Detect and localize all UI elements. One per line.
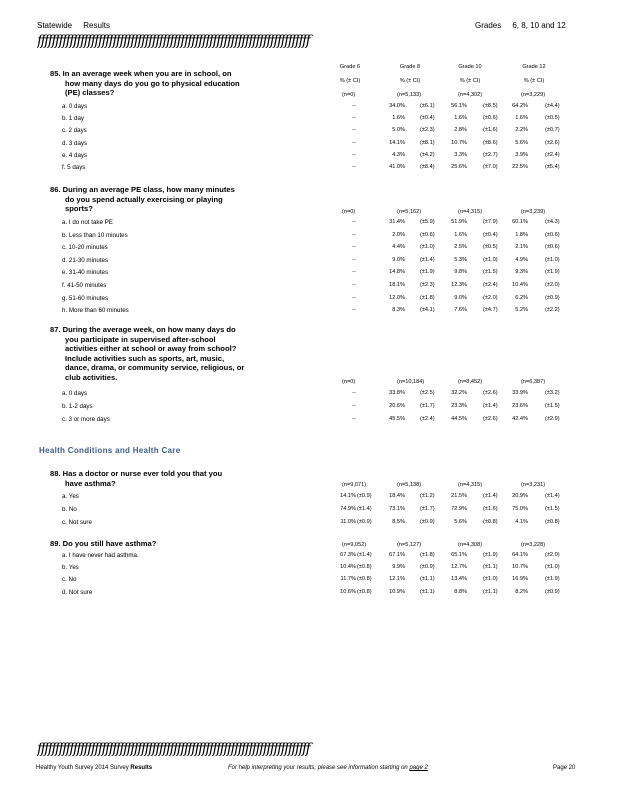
q89-option-label: c. No [62,576,77,584]
q85-n-grade10: (n=4,302) [458,92,483,98]
q89-value-grade10: 8.8% [454,588,467,595]
q87-ci-grade12: (±2.9) [545,415,560,422]
q86-value-grade12: 9.3% [515,269,528,276]
q86-ci-grade12: (±1.9) [545,269,560,276]
q89-n-grade10: (n=4,308) [458,542,483,548]
q88-ci-grade12: (±0.8) [545,518,560,525]
q86-option-label: e. 31-40 minutes [62,269,109,277]
q86-value-grade10: 7.6% [454,307,467,314]
q89-value-grade6: 67.3% [340,552,356,558]
q87-question-title [50,325,250,383]
q87-value-grade10: 32.2% [451,390,467,396]
q88-value-grade6: 11.0% [340,518,356,525]
q86-value-grade6: -- [352,269,356,276]
q87-value-grade10: 23.3% [451,402,467,409]
q87-value-grade10: 44.5% [451,415,467,422]
q88-n-grade12: (n=3,231) [521,482,546,488]
q88-title-line1: 88. Has a doctor or nurse ever told you that you [50,469,223,478]
q88-value-grade12: 75.0% [512,505,528,512]
q87-value-grade12: 42.4% [512,415,528,422]
q85-ci-grade8: (±0.4) [420,115,435,122]
q89-ci-grade8: (±1.1) [420,576,435,583]
q85-option-label: f. 5 days [62,164,86,171]
q89-ci-grade8: (±0.9) [420,564,435,571]
q89-ci-grade10: (±1.1) [483,588,498,595]
q86-ci-grade12: (±2.2) [545,307,560,314]
col-header-grade6: Grade 6 % (± CI) [339,64,361,84]
q88-ci-grade12: (±1.5) [545,505,560,512]
q88-value-grade12: 4.1% [515,518,528,525]
q86-ci-grade8: (±0.6) [420,231,435,238]
q85-value-grade12: 3.9% [515,151,528,158]
q87-ci-grade8: (±2.5) [420,390,435,396]
q86-value-grade8: 8.3% [392,307,405,314]
q85-ci-grade8: (±8.1) [420,139,435,146]
q86-title-rest: do you spend actually exercising or playing sports? [65,194,223,214]
q85-ci-grade10: (±7.0) [483,164,498,170]
q86-value-grade10: 9.8% [454,269,467,276]
q86-value-grade10: 1.6% [454,231,467,238]
q86-value-grade6: -- [352,219,356,225]
q86-option-label: d. 21-30 minutes [62,256,109,264]
q87-n-grade12: (n=6,387) [521,379,546,385]
q87-value-grade8: 45.5% [389,415,405,422]
q87-title-line1: 87. During the average week, on how many days do [50,325,236,334]
col-header-grade12: Grade 12 % (± CI) [522,64,546,84]
q87-ci-grade10: (±2.6) [483,415,498,422]
q88-ci-grade10: (±1.4) [483,493,498,499]
q88-value-grade8: 8.5% [392,518,405,525]
q89-ci-grade12: (±1.0) [545,564,560,571]
q87-n-grade6: (n=0) [342,379,356,385]
q86-value-grade10: 9.0% [454,294,467,301]
q86-value-grade6: -- [352,256,356,263]
q89-value-grade6: 10.4% [340,564,356,571]
q86-ci-grade8: (±1.9) [420,269,435,276]
q85-ci-grade8: (±6.1) [420,103,435,109]
q85-option-label: a. 0 days [62,103,88,110]
q87-n-grade8: (n=10,184) [397,379,425,385]
q89-value-grade10: 12.7% [451,564,467,571]
q88-option-label: c. Not sure [62,518,92,526]
footer-left: Healthy Youth Survey 2014 Survey Results [36,765,153,771]
header-right [475,21,566,30]
q88-value-grade6: 14.1% [340,493,356,499]
q88-ci-grade8: (±0.9) [420,518,435,525]
q85-value-grade8: 34.0% [389,103,405,109]
q86-value-grade12: 1.8% [515,231,528,238]
q85-ci-grade10: (±8.5) [483,103,498,109]
q85-title-rest: how many days do you go to physical education (PE) classes? [65,78,240,98]
q86-ci-grade12: (±0.6) [545,231,560,238]
q87-value-grade12: 33.9% [512,390,528,396]
q85-option-label: d. 3 days [62,139,88,147]
q86-n-grade10: (n=4,315) [458,209,483,215]
q89-title-line1: 89. Do you still have asthma? [50,539,157,548]
q85-value-grade10: 1.6% [454,115,467,122]
q87-ci-grade12: (±1.5) [545,402,560,409]
q86-value-grade8: 4.4% [392,244,405,251]
q86-title-line1: 86. During an average PE class, how many minutes [50,185,235,194]
q88-value-grade8: 73.1% [389,505,405,512]
q87-value-grade6: -- [352,402,356,409]
q88-title-rest: have asthma? [65,478,116,488]
q88-value-grade10: 72.9% [451,505,467,512]
q85-value-grade6: -- [352,164,356,170]
q86-value-grade8: 12.0% [389,294,405,301]
q89-question-title [50,539,250,549]
q86-ci-grade10: (±1.0) [483,256,498,263]
q86-value-grade6: -- [352,307,356,314]
q89-option-label: b. Yes [62,564,79,572]
q86-value-grade8: 2.0% [392,231,405,238]
q86-ci-grade12: (±0.6) [545,244,560,251]
q86-ci-grade8: (±4.1) [420,307,435,314]
q85-n-grade6: (n=0) [342,92,356,98]
q88-value-grade12: 20.9% [512,493,528,499]
footer-results: Results [130,765,153,771]
q85-ci-grade8: (±2.3) [420,127,435,134]
q88-n-grade6: (n=9,071) [342,482,367,488]
q87-option-label: c. 3 or more days [62,415,110,423]
q85-value-grade6: -- [352,103,356,109]
q85-ci-grade12: (±0.7) [545,127,560,134]
q86-value-grade10: 51.9% [451,219,467,225]
q86-ci-grade12: (±0.9) [545,294,560,301]
q89-value-grade12: 64.1% [512,552,528,558]
q86-question-title [50,185,250,214]
q88-ci-grade12: (±1.4) [545,493,560,499]
q86-ci-grade12: (±4.3) [545,219,560,225]
q89-value-grade12: 10.7% [512,564,528,571]
q85-option-label: b. 1 day [62,115,85,123]
col-header-grade8: Grade 8 % (± CI) [399,64,421,84]
q89-value-grade10: 65.1% [451,552,467,558]
q86-value-grade8: 18.1% [389,282,405,288]
q86-option-label: a. I do not take PE [62,219,113,226]
q85-ci-grade12: (±2.6) [545,139,560,146]
q87-ci-grade8: (±1.7) [420,402,435,409]
q89-ci-grade10: (±1.1) [483,564,498,571]
q89-value-grade12: 8.2% [515,588,528,595]
q85-question-title [50,69,250,98]
q85-option-label: c. 2 days [62,127,87,135]
q86-ci-grade8: (±2.3) [420,282,435,288]
q89-ci-grade8: (±1.8) [420,552,435,558]
q86-value-grade10: 12.3% [451,282,467,288]
q86-value-grade6: -- [352,244,356,251]
q85-value-grade8: 41.0% [389,164,405,170]
q85-ci-grade10: (±1.6) [483,127,498,134]
q85-n-grade12: (n=3,229) [521,92,546,98]
q88-ci-grade8: (±1.2) [420,493,435,499]
q86-value-grade8: 9.0% [392,256,405,263]
q88-option-label: b. No [62,505,77,513]
q86-option-label: g. 51-60 minutes [62,294,109,302]
q86-option-label: h. More than 60 minutes [62,307,129,315]
q87-value-grade6: -- [352,390,356,396]
q88-value-grade8: 18.4% [389,493,405,499]
q89-ci-grade12: (±1.9) [545,576,560,583]
q85-value-grade12: 1.6% [515,115,528,122]
q85-value-grade12: 2.2% [515,127,528,134]
q86-value-grade10: 2.5% [454,244,467,251]
q86-value-grade12: 5.2% [515,307,528,314]
q88-ci-grade8: (±1.7) [420,505,435,512]
q88-value-grade10: 21.5% [451,493,467,499]
q86-ci-grade8: (±1.4) [420,256,435,263]
q85-value-grade8: 1.6% [392,115,405,122]
header-results: Results [83,21,110,30]
q85-value-grade12: 22.5% [512,164,528,170]
q87-title-rest: you participate in supervised after-school activities either at school or away from school? Include activities such as sports, art, music, dance, drama, or community service, religious, or club activities. [65,334,245,382]
q85-value-grade12: 5.6% [515,139,528,146]
q85-value-grade6: -- [352,127,356,134]
q86-ci-grade8: (±1.0) [420,244,435,251]
q86-ci-grade10: (±0.4) [483,231,498,238]
q85-ci-grade12: (±4.4) [545,103,560,109]
q87-value-grade8: 20.6% [389,402,405,409]
q89-ci-grade6: (±0.8) [357,588,372,595]
q89-ci-grade12: (±2.0) [545,552,560,558]
q88-n-grade10: (n=4,315) [458,482,483,488]
q89-value-grade6: 10.6% [340,588,356,595]
q86-value-grade12: 6.2% [515,294,528,301]
q85-title-line1: 85. In an average week when you are in school, on [50,69,232,78]
footer-page-number: Page 20 [553,765,576,771]
q85-value-grade6: -- [352,115,356,122]
q89-ci-grade10: (±1.0) [483,576,498,583]
q85-value-grade10: 25.6% [451,164,467,170]
q86-ci-grade10: (±2.0) [483,294,498,301]
q89-n-grade6: (n=9,052) [342,542,367,548]
q89-ci-grade10: (±1.9) [483,552,498,558]
q86-ci-grade10: (±7.9) [483,219,498,225]
q87-value-grade8: 33.8% [389,390,405,396]
q89-n-grade12: (n=3,228) [521,542,546,548]
q85-value-grade8: 14.1% [389,139,405,146]
q86-ci-grade10: (±2.4) [483,282,498,288]
q89-option-label: a. I have never had asthma. [62,552,139,559]
q86-ci-grade8: (±5.9) [420,219,435,225]
footer-center: For help interpreting your results, please see information starting on page 2 [228,765,428,771]
q85-ci-grade12: (±0.5) [545,115,560,122]
q86-option-label: f. 41-50 minutes [62,282,107,289]
q86-ci-grade8: (±1.8) [420,294,435,301]
q88-n-grade8: (n=5,138) [397,482,422,488]
top-rule: ffffffffffffffffffffffffffffffffffffffffffffffffffffffffffffffffffffffffffff [37,33,310,49]
q86-value-grade10: 5.3% [454,256,467,263]
q89-value-grade8: 10.9% [389,588,405,595]
q85-ci-grade8: (±4.2) [420,151,435,158]
q85-ci-grade10: (±2.7) [483,151,498,158]
q89-ci-grade6: (±1.4) [357,552,372,558]
q89-value-grade8: 12.1% [389,576,405,583]
q86-n-grade12: (n=3,239) [521,209,546,215]
q86-value-grade6: -- [352,294,356,301]
q87-n-grade10: (n=8,452) [458,379,483,385]
q86-value-grade8: 31.4% [389,219,405,225]
header-statewide: Statewide [37,21,73,30]
section-heading: Health Conditions and Health Care [39,446,181,455]
q89-value-grade10: 13.4% [451,576,467,583]
q88-question-title [50,469,250,488]
q86-value-grade6: -- [352,231,356,238]
q85-value-grade12: 64.2% [512,103,528,109]
q85-value-grade8: 4.3% [392,151,405,158]
q85-value-grade10: 3.3% [454,151,467,158]
q89-ci-grade6: (±0.8) [357,564,372,571]
q87-ci-grade12: (±3.2) [545,390,560,396]
q87-ci-grade8: (±2.4) [420,415,435,422]
q86-value-grade12: 4.9% [515,256,528,263]
q88-value-grade6: 74.9% [340,505,356,512]
q86-ci-grade10: (±4.7) [483,307,498,314]
q88-ci-grade10: (±1.6) [483,505,498,512]
header-left [37,21,110,30]
q85-value-grade10: 56.1% [451,103,467,109]
q85-option-label: e. 4 days [62,151,88,159]
q88-ci-grade6: (±1.4) [357,505,372,512]
q88-option-label: a. Yes [62,493,79,500]
q87-value-grade12: 23.6% [512,402,528,409]
q86-ci-grade12: (±1.0) [545,256,560,263]
q85-value-grade10: 2.8% [454,127,467,134]
col-header-grade10: Grade 10 % (± CI) [458,64,482,84]
q85-ci-grade12: (±2.4) [545,151,560,158]
q87-ci-grade10: (±1.4) [483,402,498,409]
q89-ci-grade12: (±0.9) [545,588,560,595]
q89-ci-grade6: (±0.8) [357,576,372,583]
bottom-rule: ffffffffffffffffffffffffffffffffffffffffffffffffffffffffffffffffffffffffffff [37,741,310,757]
q86-n-grade8: (n=5,162) [397,209,422,215]
q86-option-label: c. 10-20 minutes [62,244,108,252]
q88-value-grade10: 5.6% [454,518,467,525]
q89-n-grade8: (n=5,127) [397,542,422,548]
header-grades: Grades [475,21,502,30]
q85-ci-grade8: (±8.4) [420,164,435,170]
q87-ci-grade10: (±2.6) [483,390,498,396]
q86-ci-grade10: (±1.5) [483,269,498,276]
q86-value-grade12: 60.1% [512,219,528,225]
q86-value-grade12: 10.4% [512,282,528,288]
q89-value-grade12: 16.9% [512,576,528,583]
q88-ci-grade10: (±0.8) [483,518,498,525]
q85-ci-grade10: (±0.6) [483,115,498,122]
q85-value-grade6: -- [352,139,356,146]
q88-ci-grade6: (±0.9) [357,493,372,499]
q86-n-grade6: (n=0) [342,209,356,215]
q86-option-label: b. Less than 10 minutes [62,231,128,239]
q85-value-grade6: -- [352,151,356,158]
q88-ci-grade6: (±0.9) [357,518,372,525]
q87-option-label: b. 1-2 days [62,402,93,410]
q87-value-grade6: -- [352,415,356,422]
q89-option-label: d. Not sure [62,588,93,596]
footer-page-link[interactable]: page 2 [409,765,428,771]
q89-value-grade6: 11.7% [340,576,356,583]
q87-option-label: a. 0 days [62,390,88,397]
q85-n-grade8: (n=5,133) [397,92,422,98]
q85-ci-grade10: (±8.6) [483,139,498,146]
q89-ci-grade8: (±1.1) [420,588,435,595]
q85-value-grade10: 10.7% [451,139,467,146]
q85-value-grade8: 5.0% [392,127,405,134]
q85-ci-grade12: (±5.4) [545,164,560,170]
q89-value-grade8: 9.9% [392,564,405,571]
q86-ci-grade12: (±2.0) [545,282,560,288]
q86-value-grade8: 14.8% [389,269,405,276]
q86-value-grade6: -- [352,282,356,288]
q89-value-grade8: 67.1% [389,552,405,558]
q86-value-grade12: 2.1% [515,244,528,251]
header-grade-list: 6, 8, 10 and 12 [512,21,566,30]
q86-ci-grade10: (±0.5) [483,244,498,251]
